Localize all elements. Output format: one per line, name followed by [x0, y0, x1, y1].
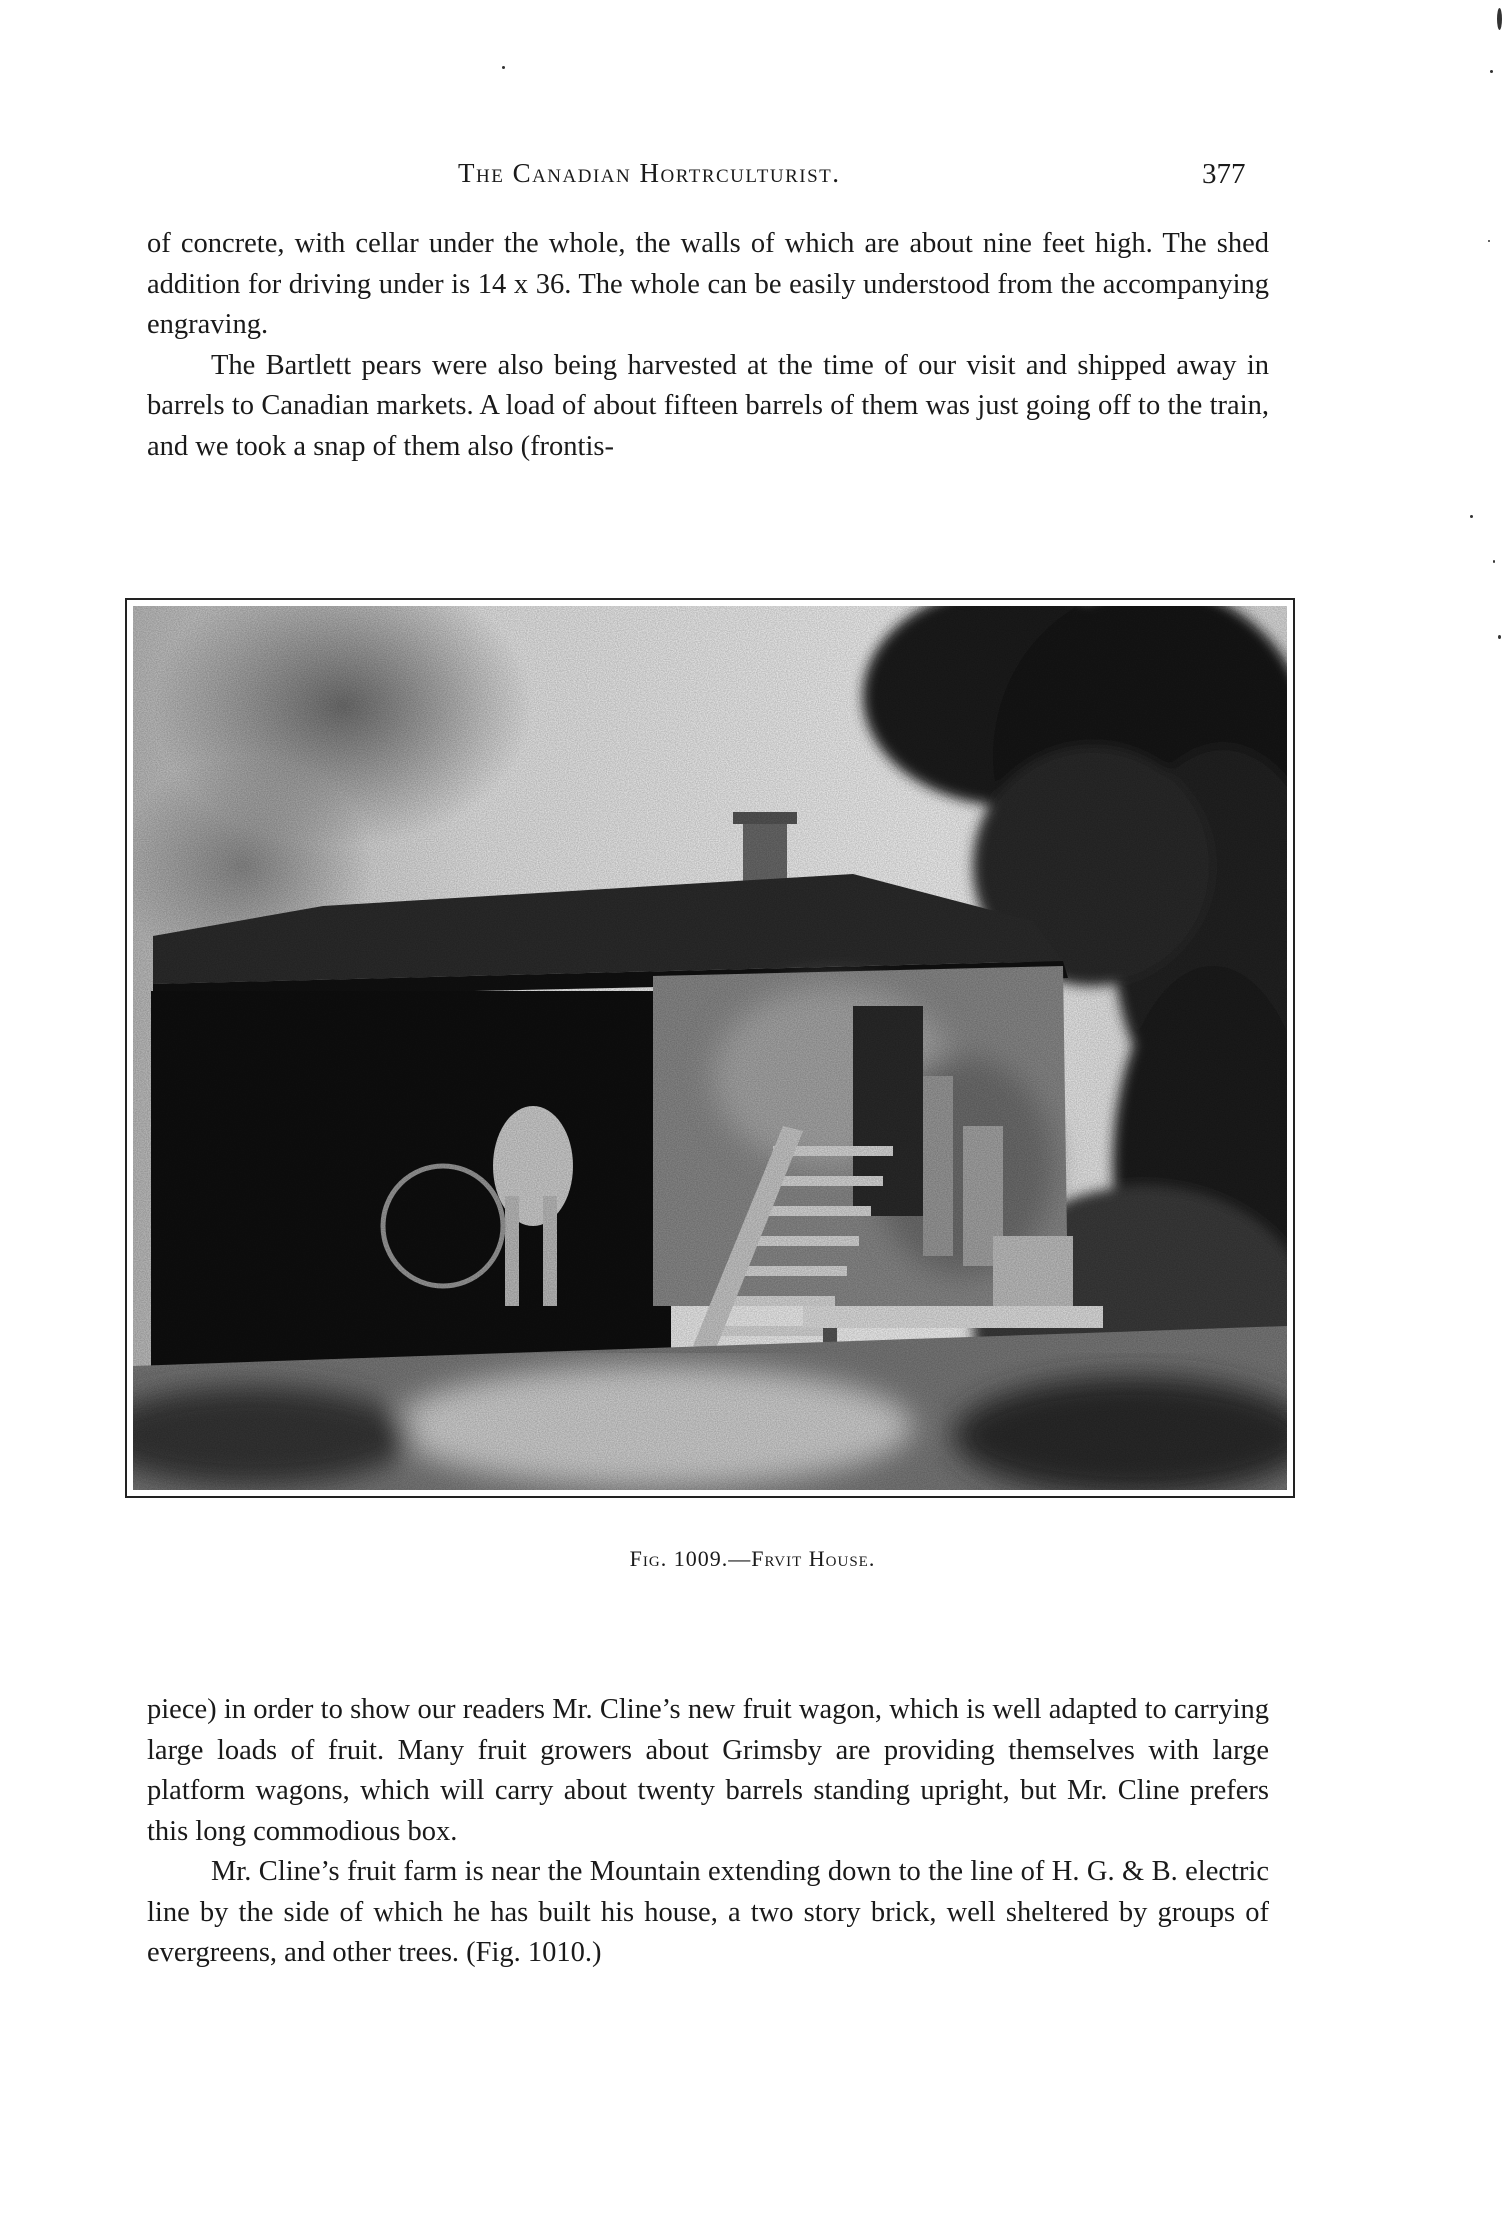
paragraph: The Bartlett pears were also being harvested at the time of our visit and shipped away in barrels to Canadian markets. A load of about fifteen barrels of them was just going off to the train, and we took a snap of them also (frontis-: [147, 349, 1269, 462]
fruit-house-photo: [133, 606, 1287, 1490]
scan-speck: [1470, 515, 1473, 518]
scan-speck: [502, 66, 505, 69]
body-text-bottom: [147, 1690, 1269, 1974]
scan-speck: [1497, 8, 1502, 30]
scan-speck: [1493, 560, 1495, 563]
paragraph: Mr. Cline’s fruit farm is near the Mountain extending down to the line of H. G. & B. electric line by the side of which he has built his house, a two story brick, well sheltered by groups of evergreens, and other trees. (Fig. 1010.): [147, 1856, 1269, 1968]
page-number: 377: [1202, 158, 1246, 190]
scan-speck: [1498, 635, 1501, 639]
scan-speck: [1488, 240, 1490, 242]
running-title: The Canadian Hortrculturist.: [458, 158, 841, 188]
body-text-top: [147, 224, 1269, 467]
running-head: [0, 158, 1505, 198]
paragraph: piece) in order to show our readers Mr. Cline’s new fruit wagon, which is well adapted to carrying large loads of fruit. Many fruit growers about Grimsby are providing themselves with large platform wagons, which will carry about twenty barrels standing upright, but Mr. Cline prefers this long commodious box.: [147, 1694, 1269, 1847]
figure-photograph: [125, 598, 1295, 1498]
figure-caption: Fig. 1009.—Frvit House.: [629, 1546, 876, 1571]
scan-speck: [1490, 70, 1493, 73]
paragraph: of concrete, with cellar under the whole, the walls of which are about nine feet high. The shed addition for driving under is 14 x 36. The whole can be easily understood from the accompanying engraving.: [147, 228, 1269, 340]
